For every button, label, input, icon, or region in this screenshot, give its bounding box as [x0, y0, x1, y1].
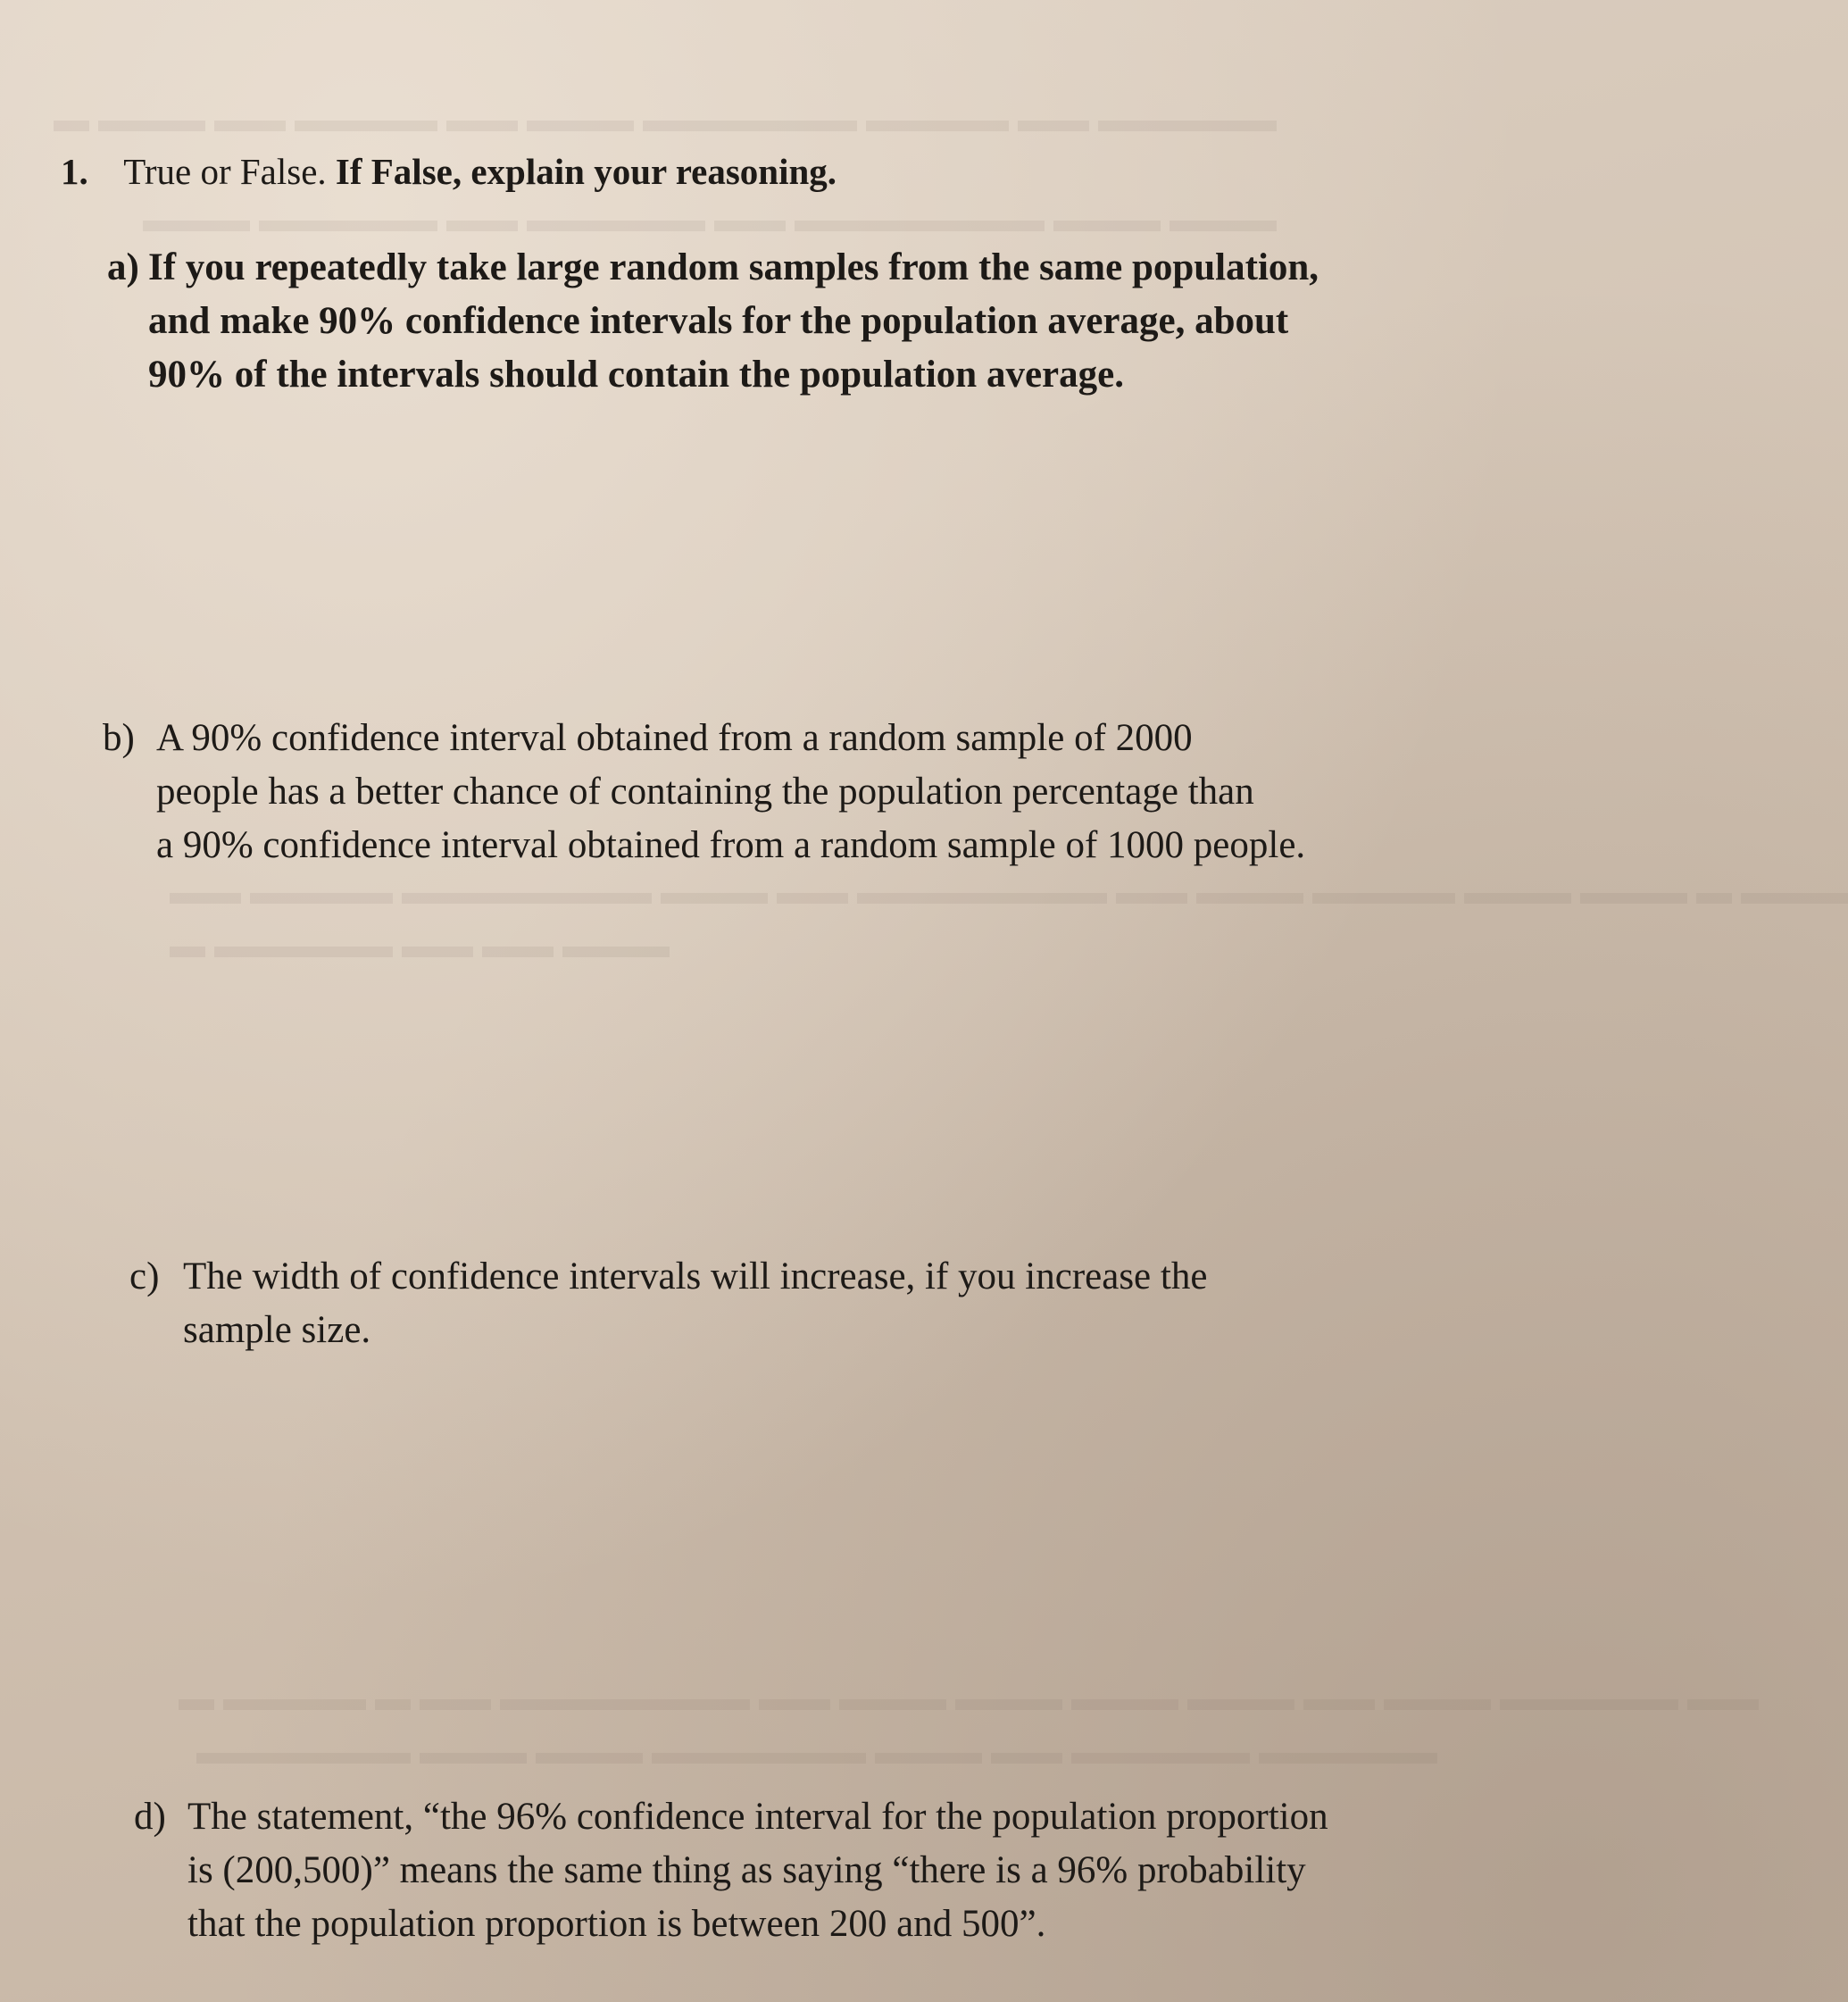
question-number: 1.	[61, 151, 88, 192]
question-heading	[61, 150, 837, 193]
show-through-marks: ▬▬▬▬▬▬ ▬▬▬ ▬▬▬ ▬▬▬▬▬▬ ▬▬▬ ▬▬ ▬▬▬▬▬ ▬▬▬▬▬	[196, 1731, 1437, 1772]
heading-true-false: True or False.	[123, 151, 327, 192]
statement-label: a)	[107, 246, 139, 288]
statement-label: b)	[103, 717, 135, 759]
statement-d	[134, 1790, 1328, 1951]
statement-line: people has a better chance of containing the population percentage than	[156, 771, 1254, 813]
show-through-marks: ▬ ▬▬▬▬▬ ▬▬ ▬▬ ▬▬▬	[170, 925, 670, 965]
show-through-marks: ▬ ▬▬▬ ▬▬ ▬▬▬▬ ▬▬ ▬▬▬ ▬▬▬▬▬▬ ▬▬▬▬ ▬▬ ▬▬▬▬▬	[54, 99, 1277, 139]
statement-a	[107, 241, 1319, 402]
heading-instruction: If False, explain your reasoning.	[335, 151, 837, 192]
statement-label: d)	[134, 1796, 166, 1838]
statement-line: 90% of the intervals should contain the population average.	[148, 354, 1124, 396]
statement-line: is (200,500)” means the same thing as saying “there is a 96% probability	[187, 1849, 1306, 1891]
statement-line: A 90% confidence interval obtained from a random sample of 2000	[156, 717, 1193, 759]
statement-line: If you repeatedly take large random samples from the same population,	[148, 246, 1319, 288]
statement-line: and make 90% confidence intervals for the population average, about	[148, 300, 1289, 342]
statement-line: a 90% confidence interval obtained from a random sample of 1000 people.	[156, 824, 1306, 866]
show-through-marks: ▬▬▬ ▬▬▬▬▬ ▬▬ ▬▬▬▬▬ ▬▬ ▬▬▬▬▬▬▬ ▬▬▬ ▬▬▬	[143, 199, 1277, 239]
statement-line: The statement, “the 96% confidence interval for the population proportion	[187, 1796, 1328, 1838]
statement-line: that the population proportion is between 200 and 500”.	[187, 1903, 1046, 1945]
show-through-marks: ▬ ▬▬▬▬ ▬ ▬▬ ▬▬▬▬▬▬▬ ▬▬ ▬▬▬ ▬▬▬ ▬▬▬ ▬▬▬ ▬▬ ▬▬▬ ▬▬▬▬▬ ▬▬	[179, 1678, 1759, 1718]
statement-line: The width of confidence intervals will increase, if you increase the	[183, 1255, 1208, 1297]
statement-b	[103, 712, 1305, 872]
statement-line: sample size.	[183, 1309, 371, 1351]
show-through-marks: ▬▬ ▬▬▬▬ ▬▬▬▬▬▬▬ ▬▬▬ ▬▬ ▬▬▬▬▬▬▬ ▬▬ ▬▬▬ ▬▬▬▬ ▬▬▬ ▬▬▬ ▬ ▬▬▬	[170, 872, 1848, 912]
statement-c	[129, 1250, 1207, 1357]
statement-label: c)	[129, 1255, 160, 1297]
